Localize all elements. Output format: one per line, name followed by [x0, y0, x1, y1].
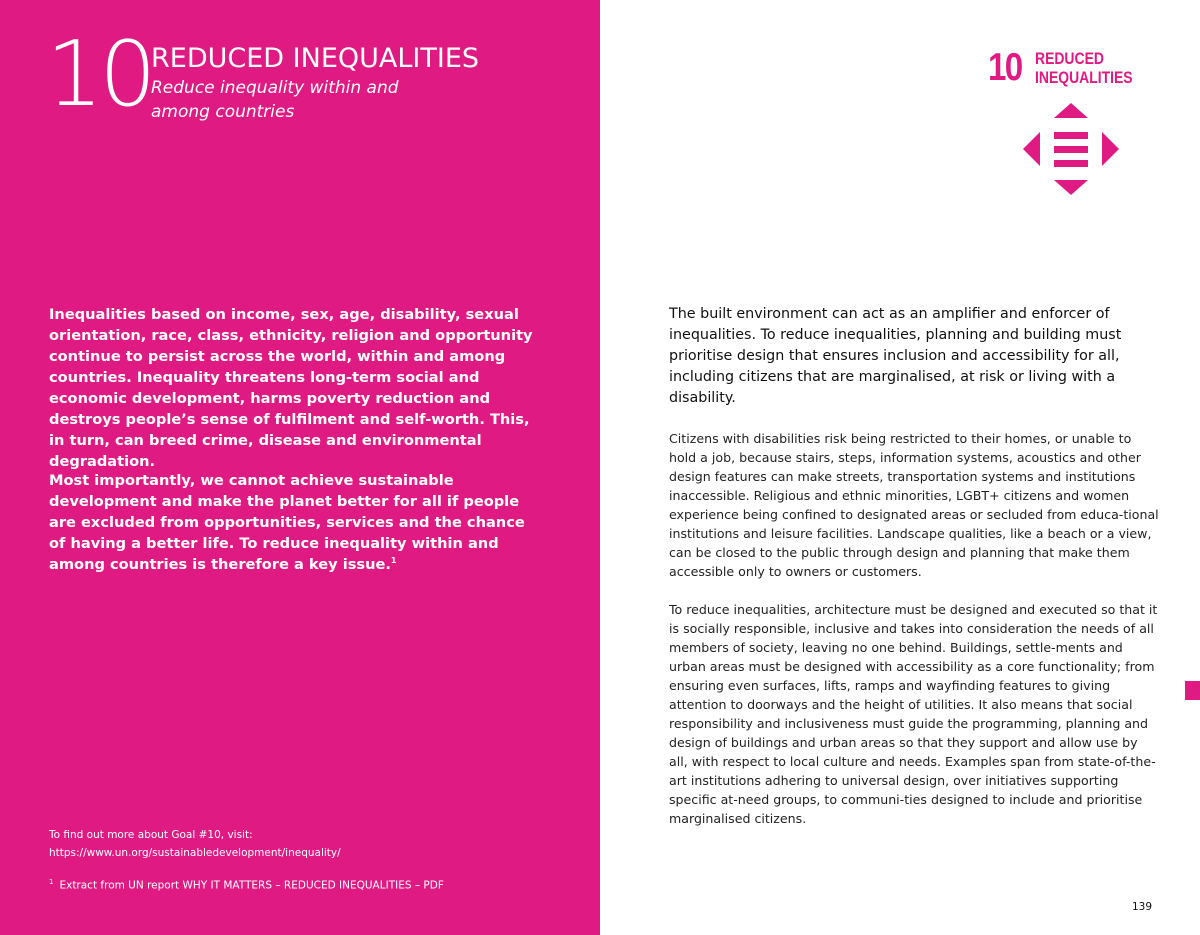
right-paragraph-2: To reduce inequalities, architecture must be designed and executed so that it is socially responsible, inclusive and takes into consideration the needs of all members of society, leaving no one behind. Buildings, settle-ments and urban areas must be designed with accessibility as a core functionality; from ensuring even surfaces, lifts, ramps and wayfinding features to giving attention to doorways and the height of utilities. It also means that social responsibility and inclusiveness must guide the programming, planning and design of buildings and urban areas so that they support and allow use by all, with respect to local culture and needs. Examples span from state-of-the-art institutions adhering to universal design, over initiatives supporting specific at-need groups, to communi-ties designed to include and prioritise marginalised citizens.: [669, 602, 1158, 826]
badge-number: 10: [988, 46, 1022, 89]
left-paragraph-2-text: Most importantly, we cannot achieve sustainable development and make the planet better for all if people are excluded from opportunities, services and the chance of having a better life. To reduce inequality within and among countries is therefore a key issue.: [49, 472, 525, 573]
sdg-badge: [988, 46, 1133, 206]
left-paragraph-2: [49, 470, 539, 575]
goal-title: REDUCED INEQUALITIES: [151, 43, 480, 74]
badge-title-line-1: REDUCED: [1035, 49, 1104, 68]
more-info: [49, 826, 489, 862]
page-number: 139: [1132, 901, 1153, 913]
footnote-number: 1: [49, 878, 54, 886]
more-info-label: To find out more about Goal #10, visit:: [49, 829, 253, 841]
goal-number: 10: [46, 22, 153, 127]
badge-title-line-2: INEQUALITIES: [1035, 68, 1133, 87]
footnote-text: Extract from UN report WHY IT MATTERS – REDUCED INEQUALITIES – PDF: [59, 879, 444, 892]
more-info-url[interactable]: https://www.un.org/sustainabledevelopment/inequality/: [49, 847, 341, 859]
goal-subtitle: Reduce inequality within and among countries: [151, 78, 399, 122]
reduced-inequalities-icon: [1022, 100, 1120, 198]
left-paragraph-1: Inequalities based on income, sex, age, disability, sexual orientation, race, class, ethnicity, religion and opportunity continue to persist across the world, within and among countries. Inequality threatens long-term social and economic development, harms poverty reduction and destroys people’s sense of fulfilment and self-worth. This, in turn, can breed crime, disease and environmental degradation.: [49, 306, 533, 470]
section-tab-marker: [1185, 681, 1200, 700]
right-paragraph-1: Citizens with disabilities risk being restricted to their homes, or unable to hold a job, because stairs, steps, information systems, acoustics and other design features can make streets, transportation systems and institutions inaccessible. Religious and ethnic minorities, LGBT+ citizens and women experience being confined to designated areas or secluded from educa-tional institutions and leisure facilities. Landscape qualities, like a beach or a view, can be closed to the public through design and planning that make them accessible only to owners or customers.: [669, 431, 1159, 579]
badge-title: [1035, 49, 1133, 87]
footnote: [49, 875, 444, 893]
intro-paragraph: The built environment can act as an amplifier and enforcer of inequalities. To reduce inequalities, planning and building must prioritise design that ensures inclusion and accessibility for all, including citizens that are marginalised, at risk or living with a disability.: [669, 306, 1122, 406]
footnote-reference: 1: [390, 556, 397, 566]
